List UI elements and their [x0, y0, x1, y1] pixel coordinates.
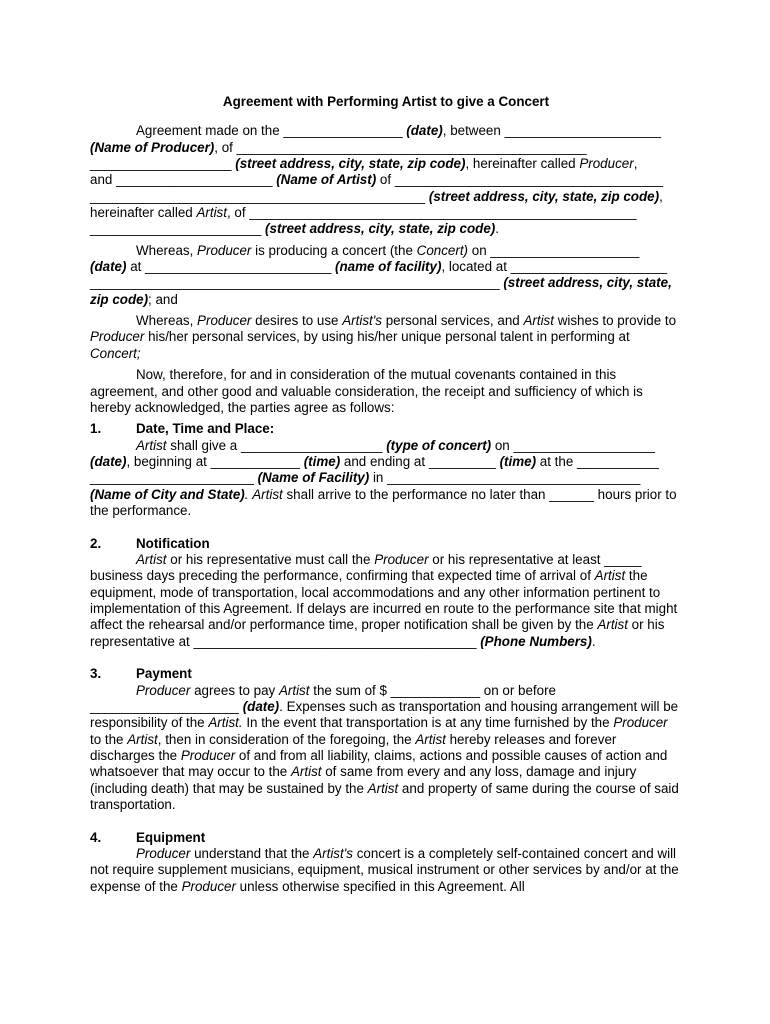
section-3: [90, 666, 682, 813]
term-artist: Artist: [127, 731, 158, 747]
blank-artist-address-4: _______________________: [90, 221, 262, 237]
label-street-address: (street address, city, state, zip code): [235, 156, 466, 172]
term-producer: Producer: [374, 551, 429, 567]
blank-artist-address: ____________________________________: [394, 172, 663, 188]
text: the equipment, mode of transportation, local accommodations and any other information pertinent to implementation of this Agreement. If delays are incurred en route to the performance site that might affect the rehearsal and/or performance time, proper notification shall be given by the: [90, 568, 678, 633]
blank-hours: ______: [549, 486, 594, 502]
blank-artist-address-2: _____________________________________________: [90, 188, 426, 204]
text: Agreement made on the: [136, 123, 280, 139]
blank-artist-address-3: ____________________________________________________: [249, 205, 637, 221]
whereas-paragraph-1: [90, 243, 682, 308]
section-4-heading: [90, 830, 682, 846]
section-2: [90, 536, 682, 650]
label-street-address: (street address, city, state, zip code): [90, 275, 672, 307]
section4-body: [90, 846, 682, 895]
blank-producer-address: _______________________________________________: [236, 139, 587, 155]
term-artist: Artist: [523, 313, 554, 329]
section-1: [90, 421, 682, 519]
intro-line-4: [90, 172, 682, 188]
label-type-of-concert: (type of concert): [386, 437, 492, 453]
term-artist: Artist: [252, 486, 283, 502]
term-producer: Producer: [136, 846, 191, 862]
now-therefore-paragraph: Now, therefore, for and in consideration of the mutual covenants contained in this agreement, and other good and valuable consideration, the receipt and sufficiency of which is hereby acknowledged, the parties agree as follows:: [90, 367, 643, 415]
text: or his representative at: [90, 617, 665, 649]
label-date: (date): [90, 259, 127, 275]
text: the sum of $: [313, 682, 387, 698]
blank-date: ____________________: [90, 699, 239, 715]
text: in: [372, 470, 384, 486]
intro-line-6: [90, 205, 682, 221]
section-number: 1.: [90, 421, 102, 437]
label-street-address: (street address, city, state, zip code): [265, 221, 496, 237]
text: to the: [90, 731, 124, 747]
section1-line-2: [90, 454, 682, 470]
text: understand that the: [194, 846, 310, 862]
text: In the event that transportation is at any time furnished by the: [246, 715, 610, 731]
text: concert is a completely self-contained concert and will not require supplement musicians, equipment, musical instrument or other services by and/or at the expense of the: [90, 846, 679, 894]
text: ; and: [148, 291, 178, 307]
blank-time: ____________: [210, 453, 300, 469]
text: of: [379, 172, 392, 188]
text: personal services, and: [385, 313, 520, 329]
text: of and from all liability, claims, actions and possible causes of action and whatsoever that may occur to the: [90, 748, 668, 780]
label-time: (time): [499, 453, 537, 469]
term-producer: Producer: [197, 242, 252, 258]
section-title: Notification: [136, 535, 210, 551]
label-name-of-artist: (Name of Artist): [276, 172, 377, 188]
term-artists: Artist's: [313, 846, 353, 862]
term-artist: Artist: [196, 205, 227, 221]
text: Whereas,: [136, 242, 194, 258]
label-date: (date): [242, 699, 280, 715]
blank-date: ___________________: [513, 437, 655, 453]
intro-line-5: [90, 189, 682, 205]
text: , between: [442, 123, 501, 139]
text: his/her personal services, by using his/her unique personal talent in performing at: [148, 329, 630, 345]
term-artist: Artist: [136, 437, 167, 453]
blank-producer-address-2: ___________________: [90, 156, 232, 172]
term-artist: Artist: [290, 764, 322, 780]
text: .: [591, 633, 596, 649]
blank-date: ____________________: [490, 242, 640, 258]
label-name-of-producer: (Name of Producer): [90, 139, 215, 155]
term-producer: Producer: [181, 878, 236, 894]
blank-location-2: _______________________________________________________: [90, 275, 500, 291]
term-producer: Producer: [197, 313, 252, 329]
blank-facility-2: ______________________: [90, 470, 254, 486]
text: , beginning at: [126, 453, 207, 469]
section-3-heading: [90, 666, 682, 682]
term-artist: Artist: [136, 551, 167, 567]
document-page: [90, 94, 682, 895]
section2-body: [90, 552, 682, 650]
text: and property of same during the course of said transportation.: [90, 780, 679, 813]
text: desires to use: [255, 313, 339, 329]
blank-city: __________________________________: [387, 470, 641, 486]
blank-facility: ___________: [577, 453, 659, 469]
text: Whereas,: [136, 313, 194, 329]
section1-line-1: [90, 438, 682, 454]
term-concert: Concert;: [90, 345, 141, 361]
section3-body: [90, 683, 682, 814]
text: hours prior to the performance.: [90, 486, 677, 518]
text: , hereinafter called: [465, 156, 576, 172]
term-producer: Producer: [613, 715, 668, 731]
section-number: 4.: [90, 829, 102, 845]
text: shall give a: [170, 437, 238, 453]
label-date: (date): [406, 123, 443, 139]
text: shall arrive to the performance no later than: [286, 486, 546, 502]
whereas-paragraph-2: [90, 313, 682, 362]
text: . Expenses such as transportation and housing arrangement will be responsibility of the: [90, 699, 679, 731]
text: .: [495, 221, 499, 237]
text: , then in consideration of the foregoing, the: [157, 731, 412, 747]
term-producer: Producer: [90, 329, 145, 345]
text: ,: [659, 188, 663, 204]
term-artist: Artist.: [208, 715, 243, 731]
text: agrees to pay: [194, 682, 276, 698]
text: wishes to provide to: [557, 313, 677, 329]
intro-line-1: [90, 123, 682, 139]
text: is producing a concert (the: [255, 242, 413, 258]
text: at the: [539, 453, 574, 469]
term-artist: Artist: [367, 780, 399, 796]
section-title: Date, Time and Place:: [136, 421, 275, 437]
whereas1-line-1: [90, 243, 682, 259]
blank-facility: _________________________: [145, 259, 332, 275]
blank-amount: ____________: [390, 682, 481, 698]
term-artist: Artist: [597, 617, 628, 633]
text: and: [90, 172, 113, 188]
text: hereinafter called: [90, 205, 193, 221]
term-concert: Concert): [416, 242, 469, 258]
label-date: (date): [90, 453, 127, 469]
label-phone-numbers: (Phone Numbers): [480, 633, 592, 649]
blank-type: ___________________: [240, 437, 383, 453]
blank-producer: _____________________: [504, 123, 661, 139]
text: , of: [214, 139, 233, 155]
text: business days preceding the performance, confirming that expected time of arrival of: [90, 568, 591, 584]
term-producer: Producer: [579, 156, 634, 172]
document-title: Agreement with Performing Artist to give a Concert: [222, 94, 550, 109]
text: .: [244, 486, 249, 502]
text: on: [494, 437, 510, 453]
section-number: 2.: [90, 535, 102, 551]
text: on: [471, 242, 487, 258]
section-1-heading: [90, 421, 682, 437]
text: and ending at: [343, 453, 426, 469]
section-title: Payment: [136, 666, 192, 682]
term-artists: Artist's: [342, 313, 382, 329]
text: , located at: [441, 259, 507, 275]
section-4: [90, 830, 682, 895]
section-2-heading: [90, 536, 682, 552]
term-artist: Artist: [594, 568, 626, 584]
label-street-address: (street address, city, state, zip code): [428, 188, 660, 204]
term-artist: Artist: [415, 731, 446, 747]
section-number: 3.: [90, 666, 102, 682]
blank-days: _____: [604, 551, 642, 567]
text: on or before: [483, 682, 556, 698]
intro-paragraph: [90, 123, 682, 237]
blank-artist: _____________________: [116, 172, 273, 188]
text: or his representative must call the: [170, 551, 371, 567]
text: , of: [226, 205, 246, 221]
term-producer: Producer: [136, 682, 191, 698]
blank-location: _____________________: [510, 259, 668, 275]
text: ,: [633, 156, 638, 172]
intro-line-7: [90, 221, 682, 237]
intro-line-3: [90, 156, 682, 172]
section-title: Equipment: [136, 829, 206, 845]
text: at: [130, 259, 142, 275]
blank-phone: ______________________________________: [193, 633, 477, 649]
label-name-of-facility: (Name of Facility): [257, 470, 370, 486]
text: or his representative at least: [432, 551, 601, 567]
section1-line-3: [90, 470, 682, 519]
intro-line-2: [90, 140, 682, 156]
term-producer: Producer: [180, 748, 236, 764]
text: of same from every and any loss, damage and injury (including death) that may be sustained by the: [90, 764, 637, 796]
text: unless otherwise specified in this Agreement. All: [239, 878, 525, 894]
label-name-of-city: (Name of City and State): [90, 486, 245, 502]
whereas1-line-2: [90, 259, 682, 275]
whereas1-line-3: [90, 275, 682, 308]
blank-date: ________________: [283, 123, 403, 139]
text: hereby releases and forever discharges the: [90, 731, 617, 764]
term-artist: Artist: [278, 682, 310, 698]
blank-time: _________: [428, 453, 496, 469]
label-name-of-facility: (name of facility): [335, 259, 442, 275]
label-time: (time): [303, 453, 341, 469]
